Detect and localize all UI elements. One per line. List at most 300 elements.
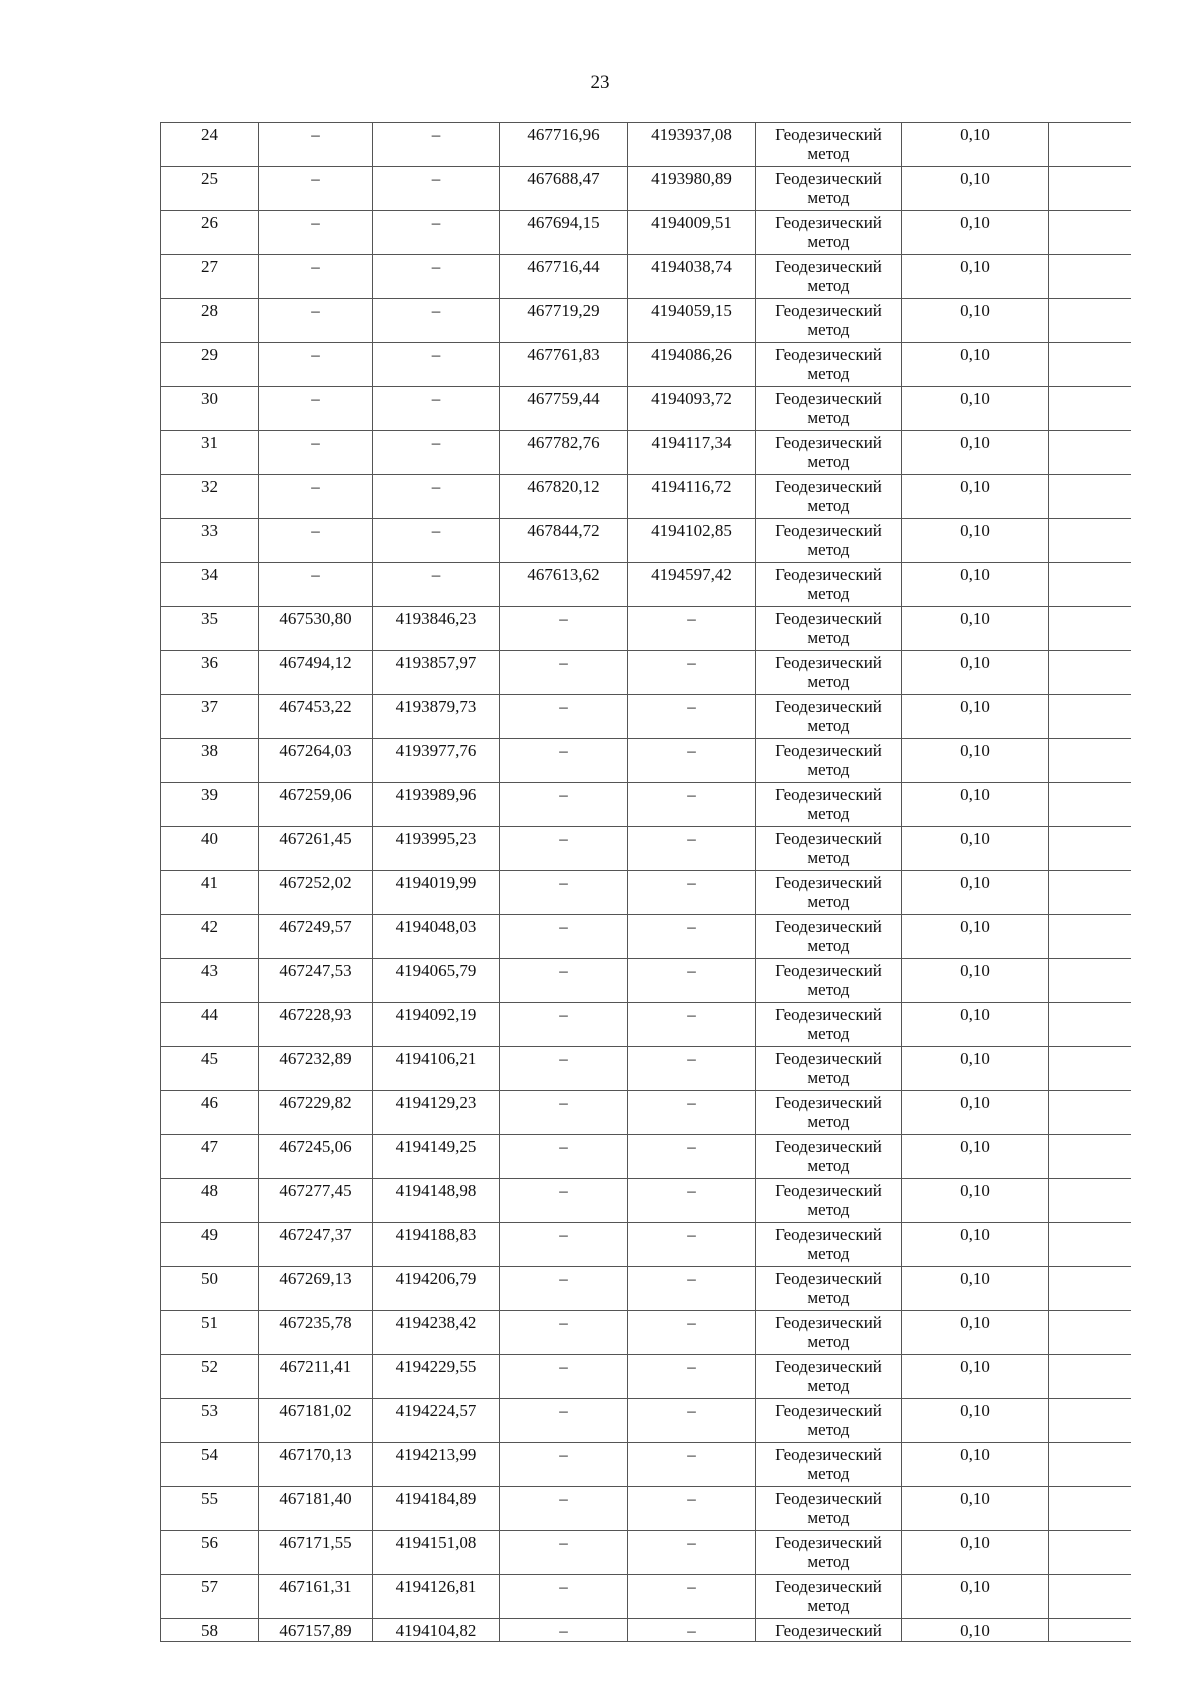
point-number-cell: 31 [161, 431, 259, 475]
y-new-cell: – [628, 651, 756, 695]
x-old-cell: 467247,37 [259, 1223, 373, 1267]
table-body [161, 123, 1131, 1642]
table-row [161, 167, 1131, 211]
table-row [161, 871, 1131, 915]
accuracy-cell: 0,10 [902, 475, 1049, 519]
x-old-cell: – [259, 519, 373, 563]
extra-cell [1049, 1003, 1131, 1047]
table-row [161, 1091, 1131, 1135]
y-old-cell: – [373, 299, 500, 343]
x-old-cell: 467247,53 [259, 959, 373, 1003]
x-old-cell: 467530,80 [259, 607, 373, 651]
extra-cell [1049, 915, 1131, 959]
y-new-cell: – [628, 959, 756, 1003]
accuracy-cell: 0,10 [902, 1443, 1049, 1487]
y-old-cell: 4194184,89 [373, 1487, 500, 1531]
y-new-cell: 4194009,51 [628, 211, 756, 255]
method-cell: Геодезический метод [756, 1575, 902, 1619]
y-new-cell: – [628, 783, 756, 827]
x-new-cell: 467820,12 [500, 475, 628, 519]
accuracy-cell: 0,10 [902, 1575, 1049, 1619]
table-row [161, 1399, 1131, 1443]
table-row [161, 1223, 1131, 1267]
x-new-cell: 467782,76 [500, 431, 628, 475]
method-cell: Геодезический метод [756, 1091, 902, 1135]
accuracy-cell: 0,10 [902, 695, 1049, 739]
method-cell: Геодезический метод [756, 431, 902, 475]
x-old-cell: – [259, 211, 373, 255]
method-cell: Геодезический метод [756, 211, 902, 255]
accuracy-cell: 0,10 [902, 1267, 1049, 1311]
point-number-cell: 54 [161, 1443, 259, 1487]
accuracy-cell: 0,10 [902, 1311, 1049, 1355]
y-old-cell: 4193857,97 [373, 651, 500, 695]
y-old-cell: – [373, 475, 500, 519]
y-new-cell: – [628, 827, 756, 871]
point-number-cell: 36 [161, 651, 259, 695]
table-row [161, 1487, 1131, 1531]
accuracy-cell: 0,10 [902, 1179, 1049, 1223]
extra-cell [1049, 739, 1131, 783]
y-old-cell: – [373, 123, 500, 167]
table-row [161, 1531, 1131, 1575]
x-new-cell: 467688,47 [500, 167, 628, 211]
y-old-cell: – [373, 211, 500, 255]
extra-cell [1049, 211, 1131, 255]
y-new-cell: – [628, 695, 756, 739]
y-old-cell: 4194126,81 [373, 1575, 500, 1619]
accuracy-cell: 0,10 [902, 607, 1049, 651]
point-number-cell: 28 [161, 299, 259, 343]
point-number-cell: 49 [161, 1223, 259, 1267]
method-cell: Геодезический метод [756, 519, 902, 563]
accuracy-cell: 0,10 [902, 1003, 1049, 1047]
y-old-cell: 4194065,79 [373, 959, 500, 1003]
extra-cell [1049, 563, 1131, 607]
y-new-cell: 4194086,26 [628, 343, 756, 387]
x-new-cell: – [500, 827, 628, 871]
y-old-cell: 4193846,23 [373, 607, 500, 651]
y-old-cell: 4194149,25 [373, 1135, 500, 1179]
y-old-cell: 4194104,82 [373, 1619, 500, 1642]
table-row [161, 695, 1131, 739]
extra-cell [1049, 1619, 1131, 1642]
accuracy-cell: 0,10 [902, 1619, 1049, 1642]
extra-cell [1049, 783, 1131, 827]
y-new-cell: – [628, 1355, 756, 1399]
x-old-cell: 467249,57 [259, 915, 373, 959]
extra-cell [1049, 1223, 1131, 1267]
extra-cell [1049, 1311, 1131, 1355]
extra-cell [1049, 871, 1131, 915]
x-old-cell: – [259, 475, 373, 519]
accuracy-cell: 0,10 [902, 1135, 1049, 1179]
y-new-cell: 4194093,72 [628, 387, 756, 431]
extra-cell [1049, 1399, 1131, 1443]
point-number-cell: 24 [161, 123, 259, 167]
accuracy-cell: 0,10 [902, 255, 1049, 299]
table-row [161, 651, 1131, 695]
y-new-cell: – [628, 1135, 756, 1179]
x-old-cell: 467170,13 [259, 1443, 373, 1487]
extra-cell [1049, 387, 1131, 431]
x-new-cell: – [500, 1091, 628, 1135]
extra-cell [1049, 1267, 1131, 1311]
point-number-cell: 32 [161, 475, 259, 519]
x-new-cell: – [500, 1003, 628, 1047]
y-old-cell: 4194048,03 [373, 915, 500, 959]
accuracy-cell: 0,10 [902, 563, 1049, 607]
x-new-cell: – [500, 783, 628, 827]
accuracy-cell: 0,10 [902, 343, 1049, 387]
extra-cell [1049, 827, 1131, 871]
point-number-cell: 56 [161, 1531, 259, 1575]
table-row [161, 1619, 1131, 1642]
point-number-cell: 29 [161, 343, 259, 387]
point-number-cell: 58 [161, 1619, 259, 1642]
x-new-cell: – [500, 651, 628, 695]
point-number-cell: 41 [161, 871, 259, 915]
method-cell: Геодезический метод [756, 1047, 902, 1091]
y-new-cell: – [628, 1311, 756, 1355]
y-old-cell: – [373, 519, 500, 563]
y-new-cell: 4193937,08 [628, 123, 756, 167]
y-old-cell: – [373, 387, 500, 431]
x-new-cell: – [500, 739, 628, 783]
x-old-cell: 467264,03 [259, 739, 373, 783]
page-number: 23 [590, 72, 610, 93]
y-new-cell: – [628, 607, 756, 651]
method-cell: Геодезический метод [756, 1179, 902, 1223]
method-cell: Геодезический метод [756, 123, 902, 167]
x-new-cell: – [500, 1443, 628, 1487]
y-old-cell: 4194148,98 [373, 1179, 500, 1223]
extra-cell [1049, 123, 1131, 167]
method-cell: Геодезический метод [756, 1443, 902, 1487]
x-new-cell: – [500, 1311, 628, 1355]
point-number-cell: 35 [161, 607, 259, 651]
x-new-cell: – [500, 1575, 628, 1619]
method-cell: Геодезический метод [756, 827, 902, 871]
point-number-cell: 37 [161, 695, 259, 739]
coordinates-table [160, 122, 1131, 1642]
method-cell: Геодезический метод [756, 1531, 902, 1575]
x-old-cell: 467252,02 [259, 871, 373, 915]
x-old-cell: – [259, 255, 373, 299]
y-old-cell: – [373, 167, 500, 211]
x-new-cell: 467613,62 [500, 563, 628, 607]
y-old-cell: 4193879,73 [373, 695, 500, 739]
x-new-cell: – [500, 1135, 628, 1179]
accuracy-cell: 0,10 [902, 1399, 1049, 1443]
table-row [161, 563, 1131, 607]
x-old-cell: 467261,45 [259, 827, 373, 871]
point-number-cell: 52 [161, 1355, 259, 1399]
accuracy-cell: 0,10 [902, 211, 1049, 255]
table-row [161, 1311, 1131, 1355]
y-old-cell: 4193977,76 [373, 739, 500, 783]
x-old-cell: – [259, 299, 373, 343]
method-cell: Геодезический метод [756, 299, 902, 343]
table-row [161, 959, 1131, 1003]
point-number-cell: 43 [161, 959, 259, 1003]
y-old-cell: 4193989,96 [373, 783, 500, 827]
point-number-cell: 45 [161, 1047, 259, 1091]
x-new-cell: – [500, 1619, 628, 1642]
accuracy-cell: 0,10 [902, 1047, 1049, 1091]
table-row [161, 1267, 1131, 1311]
x-old-cell: – [259, 387, 373, 431]
x-old-cell: 467235,78 [259, 1311, 373, 1355]
method-cell: Геодезический метод [756, 475, 902, 519]
x-old-cell: 467211,41 [259, 1355, 373, 1399]
y-old-cell: 4194224,57 [373, 1399, 500, 1443]
y-new-cell: – [628, 1487, 756, 1531]
x-new-cell: – [500, 1355, 628, 1399]
method-cell: Геодезический метод [756, 783, 902, 827]
x-new-cell: – [500, 1223, 628, 1267]
x-new-cell: – [500, 1179, 628, 1223]
y-new-cell: 4193980,89 [628, 167, 756, 211]
table-row [161, 475, 1131, 519]
point-number-cell: 39 [161, 783, 259, 827]
x-old-cell: 467229,82 [259, 1091, 373, 1135]
accuracy-cell: 0,10 [902, 167, 1049, 211]
point-number-cell: 48 [161, 1179, 259, 1223]
extra-cell [1049, 255, 1131, 299]
table-row [161, 255, 1131, 299]
y-new-cell: – [628, 1443, 756, 1487]
x-old-cell: – [259, 123, 373, 167]
accuracy-cell: 0,10 [902, 431, 1049, 475]
method-cell: Геодезический метод [756, 255, 902, 299]
table-row [161, 1355, 1131, 1399]
x-new-cell: 467716,96 [500, 123, 628, 167]
x-old-cell: 467245,06 [259, 1135, 373, 1179]
x-old-cell: 467161,31 [259, 1575, 373, 1619]
method-cell: Геодезический метод [756, 915, 902, 959]
table-row [161, 915, 1131, 959]
method-cell: Геодезический метод [756, 1267, 902, 1311]
x-new-cell: 467759,44 [500, 387, 628, 431]
accuracy-cell: 0,10 [902, 871, 1049, 915]
x-new-cell: 467716,44 [500, 255, 628, 299]
point-number-cell: 57 [161, 1575, 259, 1619]
table-row [161, 211, 1131, 255]
method-cell: Геодезический метод [756, 1003, 902, 1047]
x-new-cell: – [500, 1531, 628, 1575]
point-number-cell: 47 [161, 1135, 259, 1179]
x-old-cell: 467181,02 [259, 1399, 373, 1443]
extra-cell [1049, 695, 1131, 739]
method-cell: Геодезический метод [756, 871, 902, 915]
accuracy-cell: 0,10 [902, 1223, 1049, 1267]
x-new-cell: – [500, 1487, 628, 1531]
x-new-cell: 467844,72 [500, 519, 628, 563]
table-row [161, 343, 1131, 387]
x-old-cell: 467181,40 [259, 1487, 373, 1531]
table-row [161, 1003, 1131, 1047]
point-number-cell: 44 [161, 1003, 259, 1047]
y-old-cell: 4194129,23 [373, 1091, 500, 1135]
method-cell: Геодезический метод [756, 739, 902, 783]
y-new-cell: – [628, 1575, 756, 1619]
table-row [161, 827, 1131, 871]
table-row [161, 431, 1131, 475]
point-number-cell: 42 [161, 915, 259, 959]
x-new-cell: – [500, 695, 628, 739]
extra-cell [1049, 1443, 1131, 1487]
extra-cell [1049, 475, 1131, 519]
x-old-cell: 467171,55 [259, 1531, 373, 1575]
y-new-cell: – [628, 1179, 756, 1223]
y-new-cell: 4194116,72 [628, 475, 756, 519]
x-new-cell: 467694,15 [500, 211, 628, 255]
y-new-cell: – [628, 1399, 756, 1443]
table-row [161, 1047, 1131, 1091]
method-cell: Геодезический [756, 1619, 902, 1642]
point-number-cell: 46 [161, 1091, 259, 1135]
x-old-cell: 467157,89 [259, 1619, 373, 1642]
y-old-cell: 4194188,83 [373, 1223, 500, 1267]
table-row [161, 299, 1131, 343]
y-old-cell: – [373, 343, 500, 387]
table-row [161, 1443, 1131, 1487]
x-new-cell: – [500, 1399, 628, 1443]
method-cell: Геодезический метод [756, 1223, 902, 1267]
table-row [161, 739, 1131, 783]
y-new-cell: – [628, 1003, 756, 1047]
accuracy-cell: 0,10 [902, 739, 1049, 783]
point-number-cell: 40 [161, 827, 259, 871]
y-new-cell: – [628, 1047, 756, 1091]
x-old-cell: – [259, 431, 373, 475]
table-row [161, 387, 1131, 431]
table-row [161, 783, 1131, 827]
x-old-cell: 467277,45 [259, 1179, 373, 1223]
y-new-cell: 4194059,15 [628, 299, 756, 343]
y-old-cell: 4194229,55 [373, 1355, 500, 1399]
table-row [161, 123, 1131, 167]
y-old-cell: 4194106,21 [373, 1047, 500, 1091]
point-number-cell: 30 [161, 387, 259, 431]
point-number-cell: 34 [161, 563, 259, 607]
extra-cell [1049, 1531, 1131, 1575]
y-old-cell: 4194238,42 [373, 1311, 500, 1355]
extra-cell [1049, 1487, 1131, 1531]
extra-cell [1049, 959, 1131, 1003]
extra-cell [1049, 1355, 1131, 1399]
extra-cell [1049, 607, 1131, 651]
method-cell: Геодезический метод [756, 1399, 902, 1443]
accuracy-cell: 0,10 [902, 915, 1049, 959]
extra-cell [1049, 167, 1131, 211]
extra-cell [1049, 1047, 1131, 1091]
x-new-cell: 467761,83 [500, 343, 628, 387]
extra-cell [1049, 1135, 1131, 1179]
y-old-cell: 4194206,79 [373, 1267, 500, 1311]
x-old-cell: 467453,22 [259, 695, 373, 739]
method-cell: Геодезический метод [756, 651, 902, 695]
y-old-cell: – [373, 255, 500, 299]
point-number-cell: 26 [161, 211, 259, 255]
table-row [161, 1575, 1131, 1619]
x-old-cell: – [259, 563, 373, 607]
y-old-cell: – [373, 563, 500, 607]
method-cell: Геодезический метод [756, 167, 902, 211]
extra-cell [1049, 651, 1131, 695]
y-new-cell: 4194117,34 [628, 431, 756, 475]
x-old-cell: 467228,93 [259, 1003, 373, 1047]
method-cell: Геодезический метод [756, 959, 902, 1003]
method-cell: Геодезический метод [756, 563, 902, 607]
y-new-cell: 4194102,85 [628, 519, 756, 563]
extra-cell [1049, 299, 1131, 343]
method-cell: Геодезический метод [756, 607, 902, 651]
x-new-cell: – [500, 959, 628, 1003]
accuracy-cell: 0,10 [902, 299, 1049, 343]
table-row [161, 1179, 1131, 1223]
point-number-cell: 38 [161, 739, 259, 783]
point-number-cell: 50 [161, 1267, 259, 1311]
x-old-cell: 467269,13 [259, 1267, 373, 1311]
point-number-cell: 51 [161, 1311, 259, 1355]
method-cell: Геодезический метод [756, 1311, 902, 1355]
y-new-cell: – [628, 1531, 756, 1575]
accuracy-cell: 0,10 [902, 1091, 1049, 1135]
x-old-cell: 467259,06 [259, 783, 373, 827]
accuracy-cell: 0,10 [902, 959, 1049, 1003]
y-old-cell: – [373, 431, 500, 475]
y-old-cell: 4194151,08 [373, 1531, 500, 1575]
y-new-cell: 4194038,74 [628, 255, 756, 299]
table-row [161, 1135, 1131, 1179]
method-cell: Геодезический метод [756, 387, 902, 431]
extra-cell [1049, 519, 1131, 563]
accuracy-cell: 0,10 [902, 387, 1049, 431]
accuracy-cell: 0,10 [902, 123, 1049, 167]
extra-cell [1049, 343, 1131, 387]
point-number-cell: 53 [161, 1399, 259, 1443]
x-old-cell: 467494,12 [259, 651, 373, 695]
method-cell: Геодезический метод [756, 1355, 902, 1399]
y-new-cell: – [628, 915, 756, 959]
y-old-cell: 4194092,19 [373, 1003, 500, 1047]
method-cell: Геодезический метод [756, 343, 902, 387]
extra-cell [1049, 431, 1131, 475]
accuracy-cell: 0,10 [902, 1531, 1049, 1575]
y-new-cell: – [628, 1223, 756, 1267]
table-row [161, 519, 1131, 563]
y-new-cell: – [628, 1619, 756, 1642]
y-old-cell: 4194019,99 [373, 871, 500, 915]
accuracy-cell: 0,10 [902, 519, 1049, 563]
method-cell: Геодезический метод [756, 695, 902, 739]
y-old-cell: 4194213,99 [373, 1443, 500, 1487]
x-old-cell: – [259, 167, 373, 211]
accuracy-cell: 0,10 [902, 651, 1049, 695]
x-new-cell: – [500, 1047, 628, 1091]
x-new-cell: – [500, 607, 628, 651]
accuracy-cell: 0,10 [902, 1487, 1049, 1531]
y-new-cell: – [628, 1091, 756, 1135]
extra-cell [1049, 1179, 1131, 1223]
extra-cell [1049, 1091, 1131, 1135]
y-new-cell: – [628, 871, 756, 915]
x-old-cell: 467232,89 [259, 1047, 373, 1091]
y-new-cell: – [628, 739, 756, 783]
accuracy-cell: 0,10 [902, 827, 1049, 871]
